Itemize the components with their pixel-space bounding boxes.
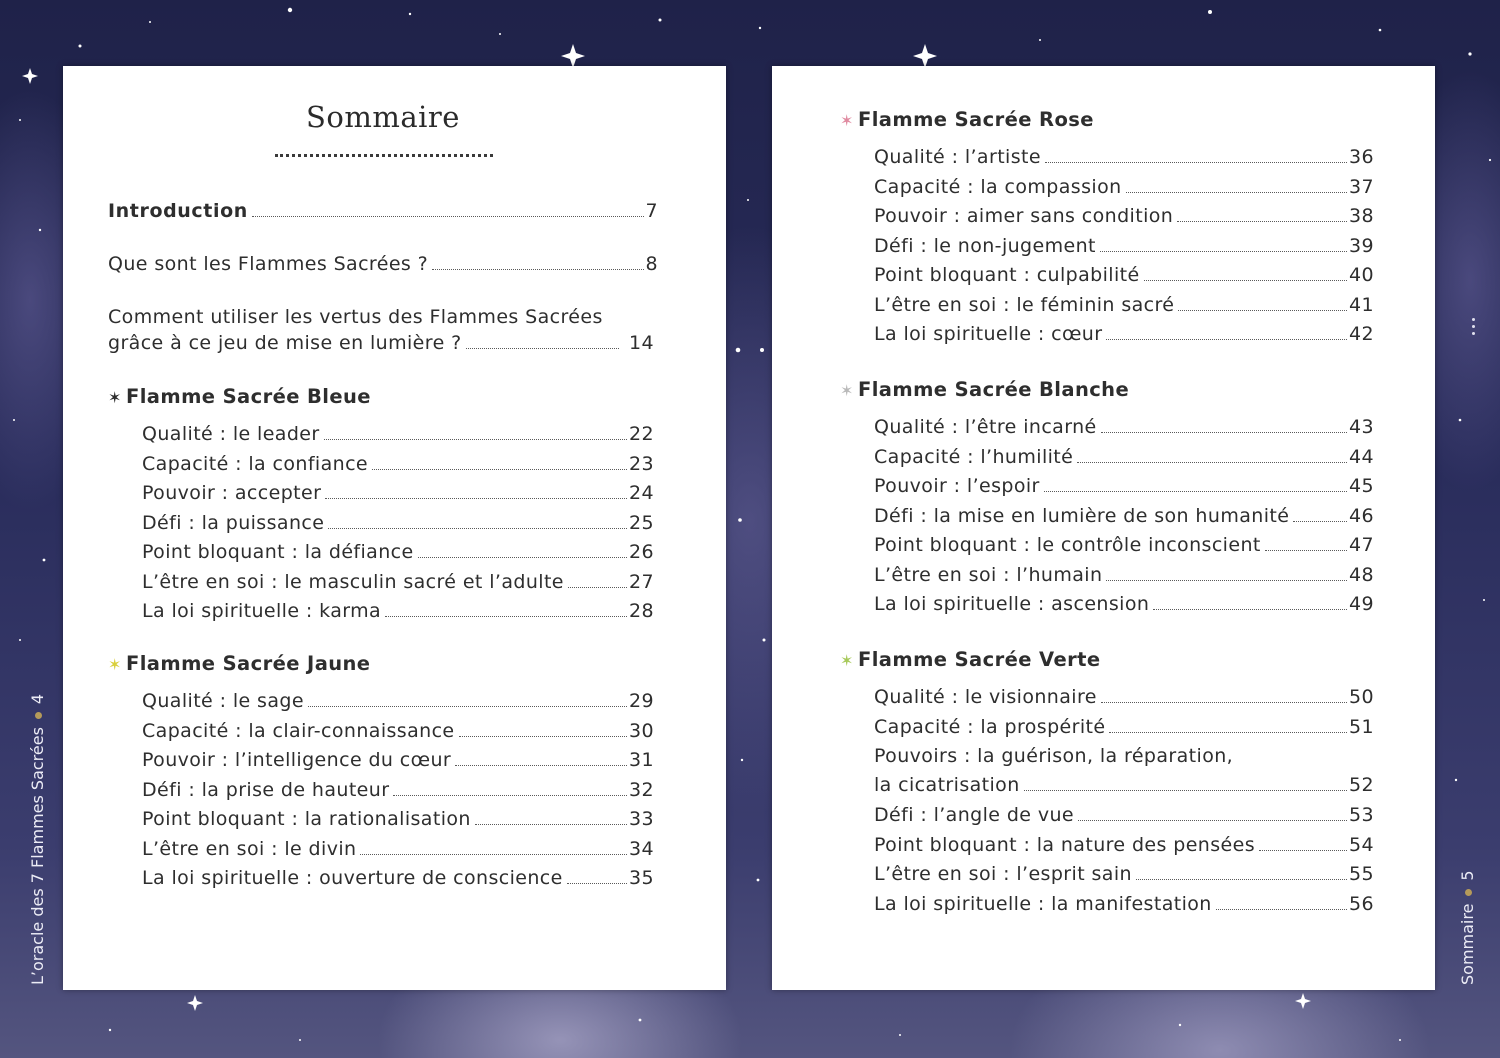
bullet-icon — [35, 712, 42, 719]
toc-entry[interactable]: L’être en soi : l’humain 48 — [874, 563, 1374, 586]
star-icon: ✶ — [108, 388, 122, 407]
toc-entry[interactable]: La loi spirituelle : la manifestation 56 — [874, 892, 1374, 915]
toc-entry[interactable]: La loi spirituelle : ascension 49 — [874, 593, 1374, 615]
dot-leader — [1101, 701, 1347, 703]
toc-entry[interactable]: Pouvoir : aimer sans condition 38 — [874, 205, 1374, 227]
dot-leader — [1265, 549, 1347, 551]
dot-leader — [1177, 220, 1347, 222]
dot-leader — [360, 853, 627, 855]
toc-entry[interactable]: Point bloquant : la rationalisation 33 — [142, 808, 654, 830]
dot-leader — [324, 438, 627, 440]
dot-leader — [1259, 849, 1347, 851]
toc-entry[interactable]: Capacité : la compassion 37 — [874, 175, 1374, 198]
dot-leader — [252, 215, 644, 217]
toc-entry[interactable]: La loi spirituelle : ouverture de conscience 35 — [142, 867, 654, 889]
toc-entry[interactable]: Capacité : la confiance 23 — [142, 452, 654, 475]
section-white: ✶ Flamme Sacrée Blanche — [840, 378, 1130, 401]
dot-leader — [1100, 250, 1347, 252]
toc-entry[interactable]: Point bloquant : la nature des pensées 54 — [874, 833, 1374, 856]
title-divider — [275, 154, 493, 157]
kebab-menu-icon — [1472, 318, 1476, 339]
toc-entry[interactable]: Capacité : la prospérité 51 — [874, 715, 1374, 738]
section-pink: ✶ Flamme Sacrée Rose — [840, 108, 1094, 131]
toc-entry[interactable]: Capacité : la clair-connaissance 30 — [142, 719, 654, 742]
dot-leader — [393, 794, 627, 796]
dot-leader — [1077, 461, 1347, 463]
dot-leader — [475, 823, 627, 825]
dot-leader — [1136, 878, 1347, 880]
dot-leader — [1106, 579, 1347, 581]
dot-leader — [1178, 309, 1347, 311]
dot-leader — [1044, 490, 1347, 492]
toc-entry[interactable]: Qualité : le sage 29 — [142, 690, 654, 712]
toc-entry[interactable]: Défi : le non-jugement 39 — [874, 234, 1374, 257]
toc-entry[interactable]: Qualité : le visionnaire 50 — [874, 686, 1374, 708]
star-icon: ✶ — [840, 381, 854, 400]
toc-entry[interactable]: Défi : la mise en lumière de son humanité 46 — [874, 504, 1374, 527]
dot-leader — [1106, 338, 1347, 340]
toc-entry[interactable]: Qualité : le leader 22 — [142, 423, 654, 445]
dot-leader — [459, 735, 628, 737]
toc-entry[interactable]: La loi spirituelle : cœur 42 — [874, 323, 1374, 345]
toc-entry-what[interactable]: Que sont les Flammes Sacrées ? 8 — [108, 253, 658, 275]
toc-entry[interactable]: L’être en soi : le divin 34 — [142, 837, 654, 860]
dot-leader — [455, 764, 627, 766]
toc-entry[interactable]: Défi : la puissance 25 — [142, 511, 654, 534]
toc-entry[interactable]: Point bloquant : culpabilité 40 — [874, 264, 1374, 286]
star-icon: ✶ — [840, 111, 854, 130]
toc-entry-introduction[interactable]: Introduction 7 — [108, 200, 658, 222]
star-icon: ✶ — [108, 655, 122, 674]
dot-leader — [432, 268, 643, 270]
dot-leader — [325, 497, 627, 499]
toc-entry[interactable]: La loi spirituelle : karma 28 — [142, 600, 654, 622]
section-yellow: ✶ Flamme Sacrée Jaune — [108, 652, 371, 675]
dot-leader — [372, 468, 627, 470]
toc-entry[interactable]: Qualité : l’artiste 36 — [874, 146, 1374, 168]
page-title: Sommaire — [306, 100, 460, 134]
dot-leader — [385, 615, 627, 617]
right-page — [772, 66, 1435, 990]
toc-entry[interactable]: Point bloquant : la défiance 26 — [142, 541, 654, 563]
dot-leader — [1101, 431, 1347, 433]
star-icon: ✶ — [840, 651, 854, 670]
dot-leader — [1144, 279, 1347, 281]
dot-leader — [568, 586, 627, 588]
left-side-title: L’oracle des 7 Flammes Sacrées4 — [28, 693, 47, 985]
toc-entry[interactable]: Capacité : l’humilité 44 — [874, 445, 1374, 468]
section-green: ✶ Flamme Sacrée Verte — [840, 648, 1101, 671]
dot-leader — [308, 705, 627, 707]
toc-entry[interactable]: Pouvoir : accepter 24 — [142, 482, 654, 504]
right-side-title: Sommaire5 — [1458, 870, 1477, 985]
dot-leader — [567, 882, 627, 884]
dot-leader — [418, 556, 627, 558]
toc-entry[interactable]: Pouvoir : l’intelligence du cœur 31 — [142, 749, 654, 771]
dot-leader — [1293, 520, 1347, 522]
dot-leader — [1153, 608, 1347, 610]
dot-leader — [1216, 908, 1347, 910]
dot-leader — [328, 527, 627, 529]
toc-entry-pouvoirs-line1[interactable]: Pouvoirs : la guérison, la réparation, — [874, 745, 1234, 767]
toc-entry[interactable]: L’être en soi : l’esprit sain 55 — [874, 863, 1374, 885]
toc-entry[interactable]: Défi : l’angle de vue 53 — [874, 804, 1374, 826]
toc-entry[interactable]: la cicatrisation 52 — [874, 774, 1374, 796]
left-page — [63, 66, 726, 990]
dot-leader — [466, 347, 619, 349]
toc-entry-how-line1[interactable]: Comment utiliser les vertus des Flammes Sacrées — [108, 306, 603, 328]
toc-entry[interactable]: Point bloquant : le contrôle inconscient 47 — [874, 534, 1374, 556]
toc-entry[interactable]: Qualité : l’être incarné 43 — [874, 416, 1374, 438]
toc-entry[interactable]: L’être en soi : le masculin sacré et l’adulte 27 — [142, 570, 654, 593]
dot-leader — [1126, 191, 1347, 193]
toc-entry[interactable]: L’être en soi : le féminin sacré 41 — [874, 293, 1374, 316]
dot-leader — [1109, 731, 1347, 733]
toc-entry-how[interactable]: grâce à ce jeu de mise en lumière ? 14 — [108, 332, 654, 354]
bullet-icon — [1465, 889, 1472, 896]
dot-leader — [1045, 161, 1347, 163]
dot-leader — [1078, 819, 1347, 821]
section-blue: ✶ Flamme Sacrée Bleue — [108, 385, 371, 408]
dot-leader — [1024, 789, 1347, 791]
toc-entry[interactable]: Pouvoir : l’espoir 45 — [874, 475, 1374, 497]
toc-entry[interactable]: Défi : la prise de hauteur 32 — [142, 778, 654, 801]
